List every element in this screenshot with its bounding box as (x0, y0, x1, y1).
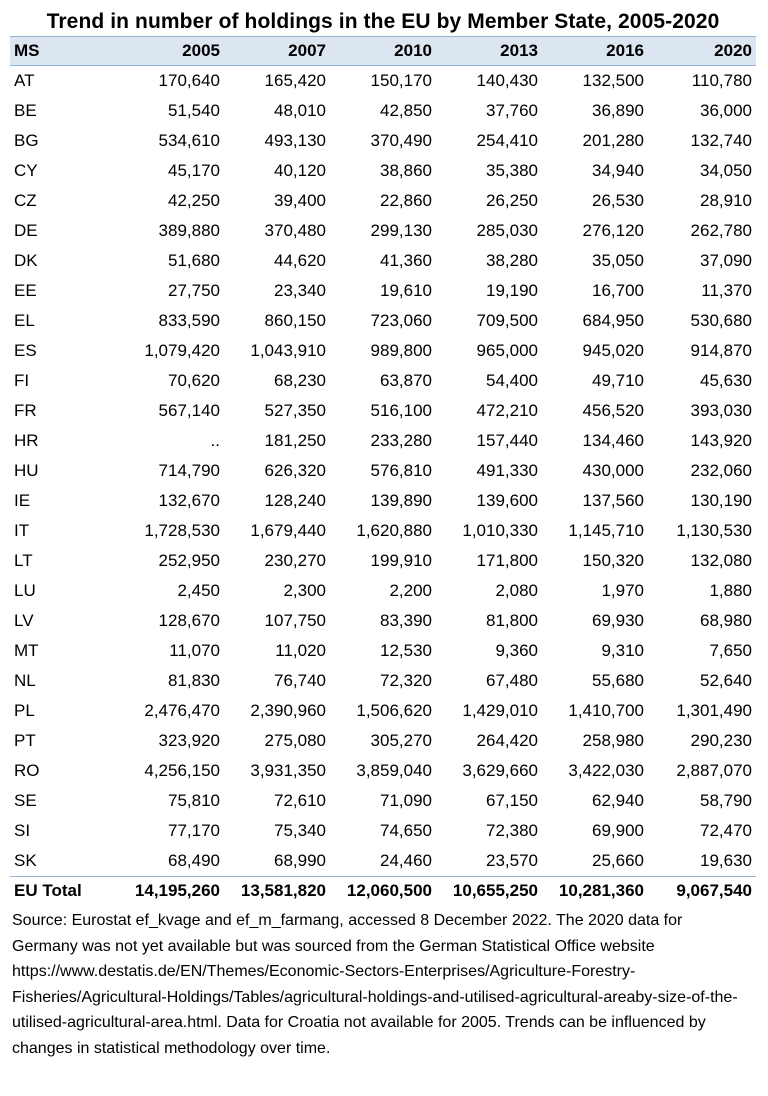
value-cell: 67,480 (486, 671, 538, 690)
value-cell: 684,950 (582, 311, 644, 330)
value-cell: 723,060 (370, 311, 432, 330)
value-cell: 275,080 (264, 731, 326, 750)
value-cell: 576,810 (370, 461, 432, 480)
value-cell: 132,670 (158, 491, 220, 510)
value-cell: 55,680 (592, 671, 644, 690)
table-footer (10, 877, 756, 906)
value-cell: 45,630 (700, 371, 752, 390)
value-cell: 1,728,530 (144, 521, 220, 540)
value-cell: 4,256,150 (144, 761, 220, 780)
table-row (10, 126, 756, 156)
member-state-cell: IE (14, 491, 31, 510)
value-cell: 150,320 (582, 551, 644, 570)
value-cell: 42,850 (380, 101, 432, 120)
value-cell: 833,590 (158, 311, 220, 330)
value-cell: 76,740 (274, 671, 326, 690)
table-row (10, 456, 756, 486)
value-cell: 62,940 (592, 791, 644, 810)
value-cell: 709,500 (476, 311, 538, 330)
table-row (10, 846, 756, 877)
value-cell: 1,301,490 (676, 701, 752, 720)
value-cell: 75,340 (274, 821, 326, 840)
value-cell: 262,780 (690, 221, 752, 240)
header-year: 2010 (330, 37, 436, 66)
value-cell: 71,090 (380, 791, 432, 810)
table-row (10, 546, 756, 576)
table-row (10, 306, 756, 336)
value-cell: 139,890 (370, 491, 432, 510)
member-state-cell: EE (14, 281, 37, 300)
value-cell: 38,860 (380, 161, 432, 180)
total-row (10, 877, 756, 906)
value-cell: 44,620 (274, 251, 326, 270)
table-row (10, 636, 756, 666)
value-cell: 181,250 (264, 431, 326, 450)
total-value-cell: 12,060,500 (330, 877, 436, 906)
table-row (10, 96, 756, 126)
total-value-cell: 10,655,250 (436, 877, 542, 906)
value-cell: 285,030 (476, 221, 538, 240)
holdings-table (10, 36, 756, 905)
value-cell: 1,130,530 (676, 521, 752, 540)
value-cell: 68,230 (274, 371, 326, 390)
value-cell: 42,250 (168, 191, 220, 210)
value-cell: 128,670 (158, 611, 220, 630)
value-cell: 19,190 (486, 281, 538, 300)
value-cell: 34,940 (592, 161, 644, 180)
value-cell: 1,679,440 (250, 521, 326, 540)
value-cell: 2,200 (389, 581, 432, 600)
value-cell: 472,210 (476, 401, 538, 420)
value-cell: 1,410,700 (568, 701, 644, 720)
value-cell: 137,560 (582, 491, 644, 510)
value-cell: 714,790 (158, 461, 220, 480)
value-cell: 132,500 (582, 71, 644, 90)
table-row (10, 426, 756, 456)
value-cell: 323,920 (158, 731, 220, 750)
table-row (10, 816, 756, 846)
value-cell: 1,620,880 (356, 521, 432, 540)
value-cell: .. (210, 431, 220, 450)
value-cell: 199,910 (370, 551, 432, 570)
value-cell: 7,650 (709, 641, 752, 660)
value-cell: 69,930 (592, 611, 644, 630)
header-year: 2007 (224, 37, 330, 66)
member-state-cell: SK (14, 851, 37, 870)
table-row (10, 186, 756, 216)
value-cell: 2,476,470 (144, 701, 220, 720)
value-cell: 72,380 (486, 821, 538, 840)
value-cell: 35,050 (592, 251, 644, 270)
value-cell: 81,830 (168, 671, 220, 690)
value-cell: 370,490 (370, 131, 432, 150)
value-cell: 989,800 (370, 341, 432, 360)
value-cell: 70,620 (168, 371, 220, 390)
value-cell: 67,150 (486, 791, 538, 810)
value-cell: 1,506,620 (356, 701, 432, 720)
value-cell: 230,270 (264, 551, 326, 570)
value-cell: 132,740 (690, 131, 752, 150)
table-row (10, 516, 756, 546)
table-title: Trend in number of holdings in the EU by Member State, 2005-2020 (46, 10, 720, 33)
member-state-cell: DE (14, 221, 38, 240)
member-state-cell: LV (14, 611, 34, 630)
value-cell: 534,610 (158, 131, 220, 150)
value-cell: 3,629,660 (462, 761, 538, 780)
member-state-cell: CZ (14, 191, 37, 210)
value-cell: 299,130 (370, 221, 432, 240)
value-cell: 23,570 (486, 851, 538, 870)
value-cell: 430,000 (582, 461, 644, 480)
value-cell: 9,310 (601, 641, 644, 660)
table-row (10, 726, 756, 756)
member-state-cell: EL (14, 311, 35, 330)
value-cell: 68,980 (700, 611, 752, 630)
value-cell: 38,280 (486, 251, 538, 270)
member-state-cell: PL (14, 701, 35, 720)
value-cell: 258,980 (582, 731, 644, 750)
header-year: 2013 (436, 37, 542, 66)
table-row (10, 696, 756, 726)
table-row (10, 576, 756, 606)
value-cell: 72,320 (380, 671, 432, 690)
value-cell: 22,860 (380, 191, 432, 210)
total-value-cell: 9,067,540 (648, 877, 756, 906)
value-cell: 1,010,330 (462, 521, 538, 540)
member-state-cell: SE (14, 791, 37, 810)
value-cell: 52,640 (700, 671, 752, 690)
member-state-cell: HU (14, 461, 39, 480)
value-cell: 276,120 (582, 221, 644, 240)
member-state-cell: FI (14, 371, 30, 390)
value-cell: 45,170 (168, 161, 220, 180)
value-cell: 389,880 (158, 221, 220, 240)
value-cell: 68,990 (274, 851, 326, 870)
value-cell: 107,750 (264, 611, 326, 630)
value-cell: 110,780 (691, 71, 752, 90)
value-cell: 83,390 (380, 611, 432, 630)
value-cell: 914,870 (690, 341, 752, 360)
value-cell: 157,440 (476, 431, 538, 450)
table-row (10, 666, 756, 696)
value-cell: 132,080 (690, 551, 752, 570)
value-cell: 130,190 (690, 491, 752, 510)
value-cell: 37,760 (486, 101, 538, 120)
value-cell: 34,050 (700, 161, 752, 180)
member-state-cell: CY (14, 161, 38, 180)
value-cell: 1,970 (601, 581, 644, 600)
value-cell: 3,422,030 (568, 761, 644, 780)
value-cell: 69,900 (592, 821, 644, 840)
value-cell: 1,429,010 (462, 701, 538, 720)
value-cell: 36,000 (700, 101, 752, 120)
value-cell: 3,931,350 (250, 761, 326, 780)
value-cell: 170,640 (158, 71, 220, 90)
total-value-cell: 10,281,360 (542, 877, 648, 906)
value-cell: 81,800 (486, 611, 538, 630)
member-state-cell: LU (14, 581, 36, 600)
table-row (10, 786, 756, 816)
value-cell: 68,490 (168, 851, 220, 870)
member-state-cell: FR (14, 401, 37, 420)
value-cell: 51,540 (168, 101, 220, 120)
value-cell: 16,700 (592, 281, 644, 300)
header-ms: MS (10, 37, 118, 66)
value-cell: 1,079,420 (144, 341, 220, 360)
value-cell: 945,020 (582, 341, 644, 360)
value-cell: 264,420 (476, 731, 538, 750)
total-value-cell: 13,581,820 (224, 877, 330, 906)
value-cell: 290,230 (690, 731, 752, 750)
value-cell: 171,800 (476, 551, 538, 570)
member-state-cell: LT (14, 551, 33, 570)
table-row (10, 276, 756, 306)
table-row (10, 396, 756, 426)
value-cell: 2,887,070 (676, 761, 752, 780)
value-cell: 19,610 (380, 281, 432, 300)
value-cell: 2,080 (495, 581, 538, 600)
header-year: 2016 (542, 37, 648, 66)
member-state-cell: AT (14, 71, 35, 90)
value-cell: 11,070 (169, 641, 220, 660)
value-cell: 37,090 (700, 251, 752, 270)
value-cell: 9,360 (495, 641, 538, 660)
value-cell: 201,280 (582, 131, 644, 150)
value-cell: 165,420 (264, 71, 326, 90)
value-cell: 23,340 (274, 281, 326, 300)
table-row (10, 606, 756, 636)
value-cell: 36,890 (592, 101, 644, 120)
table-header (10, 37, 756, 66)
total-value-cell: 14,195,260 (118, 877, 224, 906)
value-cell: 305,270 (370, 731, 432, 750)
value-cell: 567,140 (158, 401, 220, 420)
value-cell: 72,470 (700, 821, 752, 840)
table-row (10, 156, 756, 186)
value-cell: 27,750 (168, 281, 220, 300)
table-row (10, 66, 756, 97)
value-cell: 24,460 (380, 851, 432, 870)
member-state-cell: ES (14, 341, 37, 360)
value-cell: 63,870 (380, 371, 432, 390)
value-cell: 1,145,710 (568, 521, 644, 540)
value-cell: 48,010 (274, 101, 326, 120)
header-year: 2020 (648, 37, 756, 66)
table-row (10, 246, 756, 276)
value-cell: 49,710 (592, 371, 644, 390)
value-cell: 58,790 (700, 791, 752, 810)
member-state-cell: HR (14, 431, 39, 450)
value-cell: 252,950 (158, 551, 220, 570)
value-cell: 128,240 (264, 491, 326, 510)
value-cell: 26,530 (592, 191, 644, 210)
value-cell: 965,000 (476, 341, 538, 360)
table-row (10, 366, 756, 396)
value-cell: 139,600 (476, 491, 538, 510)
source-note: Source: Eurostat ef_kvage and ef_m_farmang, accessed 8 December 2022. The 2020 data for Germany was not yet available but was sourced from the German Statistical Office website https://www.destatis.de/EN/Themes/Economic-Sectors-Enterprises/Agriculture-Forestry-Fisheries/Agricultural-Holdings/Tables/agricultural-holdings-and-utilised-agricultural-areaby-size-of-the-utilised-agricultural-area.html. Data for Croatia not available for 2005. Trends can be influenced by changes in statistical methodology over time. (12, 912, 738, 1057)
total-label-cell: EU Total (10, 877, 118, 906)
value-cell: 28,910 (700, 191, 752, 210)
value-cell: 54,400 (486, 371, 538, 390)
value-cell: 19,630 (700, 851, 752, 870)
value-cell: 140,430 (476, 71, 538, 90)
value-cell: 72,610 (274, 791, 326, 810)
value-cell: 77,170 (168, 821, 220, 840)
member-state-cell: RO (14, 761, 40, 780)
table-row (10, 336, 756, 366)
value-cell: 26,250 (486, 191, 538, 210)
member-state-cell: DK (14, 251, 38, 270)
value-cell: 12,530 (380, 641, 432, 660)
value-cell: 456,520 (582, 401, 644, 420)
table-body (10, 66, 756, 877)
header-row (10, 37, 756, 66)
value-cell: 143,920 (690, 431, 752, 450)
value-cell: 74,650 (380, 821, 432, 840)
value-cell: 860,150 (264, 311, 326, 330)
value-cell: 254,410 (476, 131, 538, 150)
value-cell: 1,043,910 (250, 341, 326, 360)
value-cell: 370,480 (264, 221, 326, 240)
table-row (10, 216, 756, 246)
value-cell: 134,460 (582, 431, 644, 450)
value-cell: 626,320 (264, 461, 326, 480)
value-cell: 40,120 (274, 161, 326, 180)
value-cell: 41,360 (380, 251, 432, 270)
member-state-cell: NL (14, 671, 36, 690)
member-state-cell: PT (14, 731, 36, 750)
value-cell: 11,370 (701, 281, 752, 300)
value-cell: 233,280 (370, 431, 432, 450)
header-year: 2005 (118, 37, 224, 66)
value-cell: 39,400 (274, 191, 326, 210)
value-cell: 530,680 (690, 311, 752, 330)
member-state-cell: SI (14, 821, 31, 840)
value-cell: 2,300 (283, 581, 326, 600)
value-cell: 232,060 (690, 461, 752, 480)
value-cell: 393,030 (690, 401, 752, 420)
value-cell: 25,660 (592, 851, 644, 870)
value-cell: 35,380 (486, 161, 538, 180)
value-cell: 1,880 (709, 581, 752, 600)
member-state-cell: BG (14, 131, 39, 150)
member-state-cell: BE (14, 101, 37, 120)
value-cell: 11,020 (275, 641, 326, 660)
value-cell: 516,100 (370, 401, 432, 420)
member-state-cell: MT (14, 641, 39, 660)
value-cell: 2,450 (177, 581, 220, 600)
value-cell: 527,350 (264, 401, 326, 420)
member-state-cell: IT (14, 521, 30, 540)
value-cell: 491,330 (476, 461, 538, 480)
value-cell: 75,810 (168, 791, 220, 810)
value-cell: 493,130 (264, 131, 326, 150)
value-cell: 51,680 (168, 251, 220, 270)
value-cell: 150,170 (370, 71, 432, 90)
table-row (10, 486, 756, 516)
value-cell: 3,859,040 (356, 761, 432, 780)
table-row (10, 756, 756, 786)
value-cell: 2,390,960 (250, 701, 326, 720)
